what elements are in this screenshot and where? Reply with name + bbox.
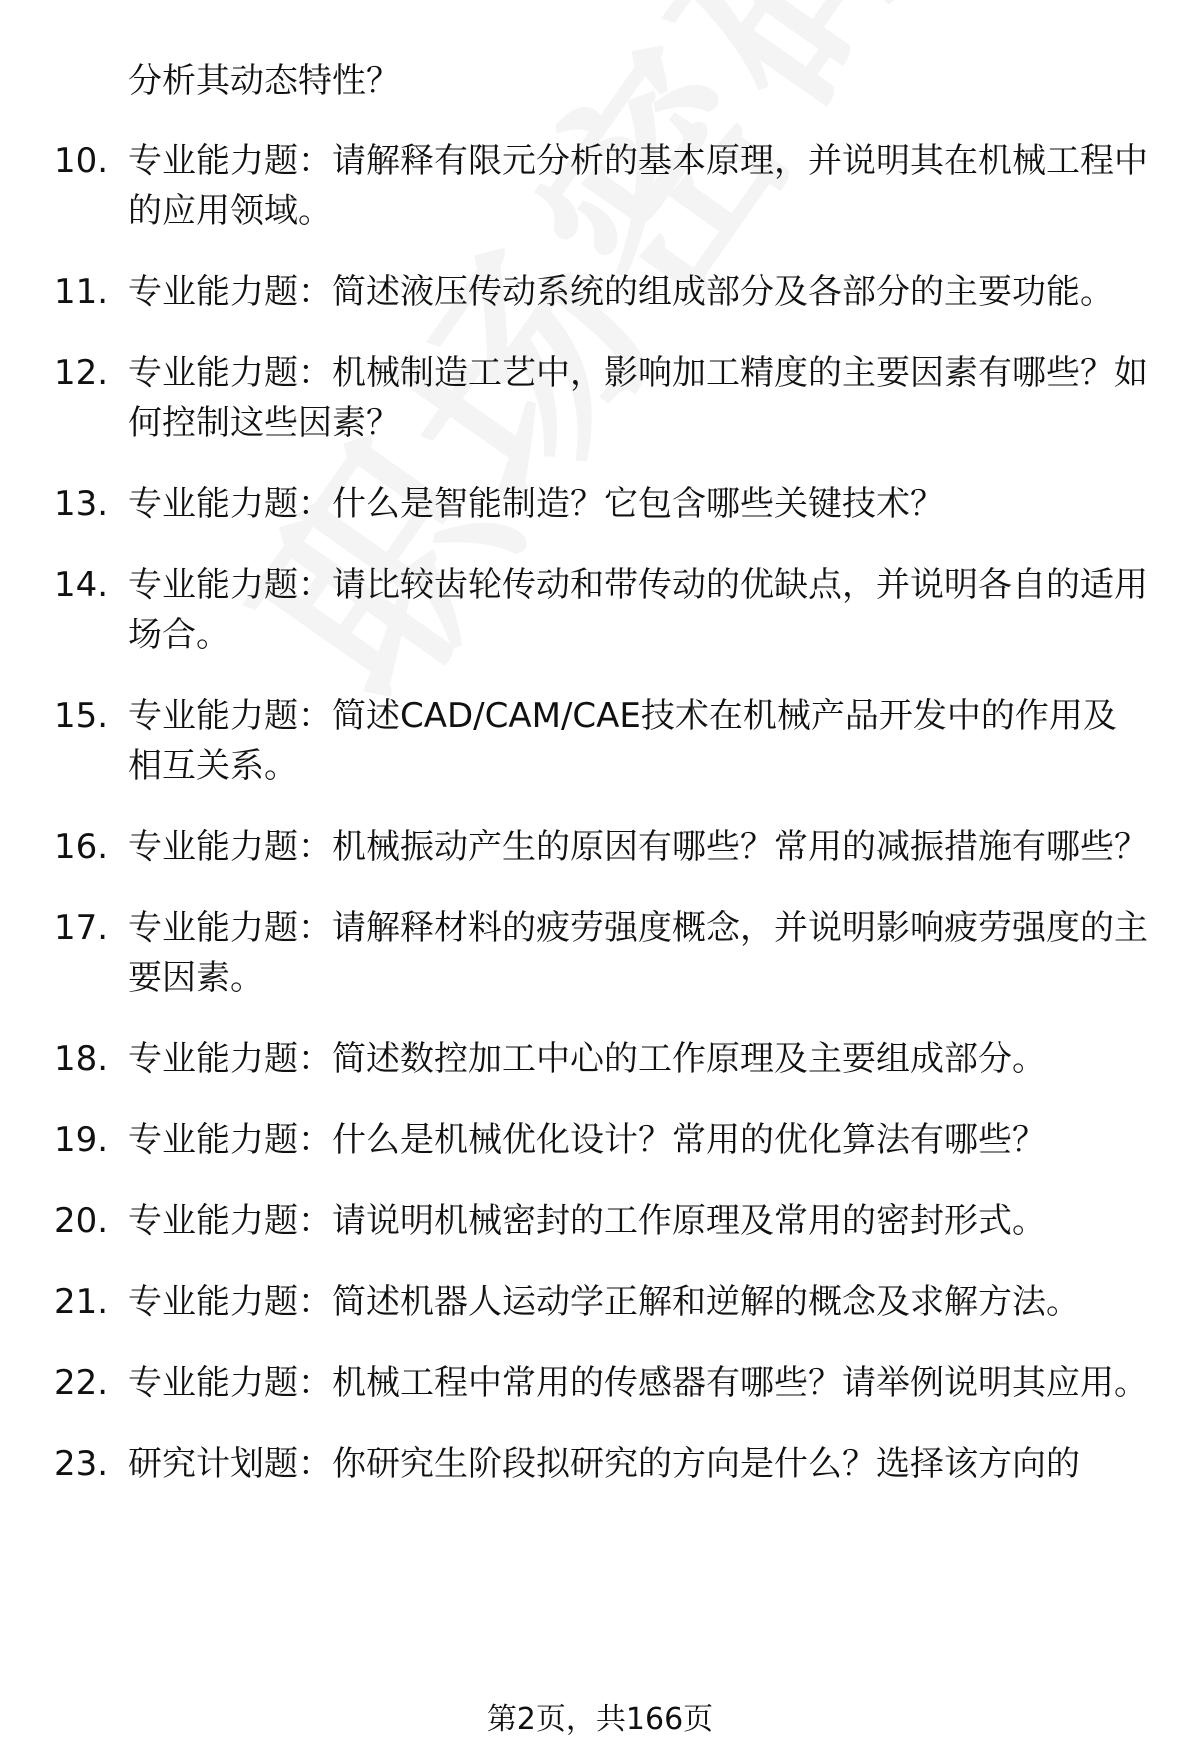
question-text: 专业能力题：机械振动产生的原因有哪些？常用的减振措施有哪些？ <box>128 827 1148 867</box>
question-text: 专业能力题：简述机器人运动学正解和逆解的概念及求解方法。 <box>128 1282 1080 1322</box>
continued-question-text: 分析其动态特性？ <box>128 61 400 101</box>
question-list <box>0 56 1200 1520</box>
question-number: 19. <box>54 1120 109 1160</box>
question-text: 专业能力题：简述CAD/CAM/CAE技术在机械产品开发中的作用及相互关系。 <box>128 696 1117 786</box>
question-number: 16. <box>54 827 109 867</box>
question-item <box>0 136 1200 236</box>
question-number: 15. <box>54 696 109 736</box>
question-number: 18. <box>54 1039 109 1079</box>
question-text: 专业能力题：请说明机械密封的工作原理及常用的密封形式。 <box>128 1201 1046 1241</box>
question-number: 11. <box>54 272 109 312</box>
question-number: 10. <box>54 141 109 181</box>
question-text: 专业能力题：机械工程中常用的传感器有哪些？请举例说明其应用。 <box>128 1363 1148 1403</box>
question-item <box>0 822 1200 872</box>
question-text: 专业能力题：机械制造工艺中，影响加工精度的主要因素有哪些？如何控制这些因素？ <box>128 353 1148 443</box>
question-item <box>0 1196 1200 1246</box>
question-text: 专业能力题：什么是智能制造？它包含哪些关键技术？ <box>128 484 944 524</box>
question-item <box>0 1115 1200 1165</box>
question-text: 专业能力题：什么是机械优化设计？常用的优化算法有哪些？ <box>128 1120 1046 1160</box>
question-item <box>0 1277 1200 1327</box>
question-text: 专业能力题：请解释材料的疲劳强度概念，并说明影响疲劳强度的主要因素。 <box>128 908 1148 998</box>
question-item <box>0 691 1200 791</box>
question-item <box>0 1034 1200 1084</box>
question-item <box>0 560 1200 660</box>
question-number: 22. <box>54 1363 109 1403</box>
question-text: 专业能力题：请解释有限元分析的基本原理，并说明其在机械工程中的应用领域。 <box>128 141 1148 231</box>
question-text: 专业能力题：请比较齿轮传动和带传动的优缺点，并说明各自的适用场合。 <box>128 565 1148 655</box>
question-number: 12. <box>54 353 109 393</box>
question-number: 13. <box>54 484 109 524</box>
question-item <box>0 267 1200 317</box>
question-item <box>0 903 1200 1003</box>
question-number: 17. <box>54 908 109 948</box>
question-text: 专业能力题：简述数控加工中心的工作原理及主要组成部分。 <box>128 1039 1046 1079</box>
question-text: 研究计划题：你研究生阶段拟研究的方向是什么？选择该方向的 <box>128 1444 1080 1484</box>
question-number: 21. <box>54 1282 109 1322</box>
question-number: 14. <box>54 565 109 605</box>
question-item <box>0 1439 1200 1489</box>
page-footer: 第2页，共166页 <box>486 1702 714 1737</box>
question-item <box>0 1358 1200 1408</box>
question-number: 20. <box>54 1201 109 1241</box>
question-text: 专业能力题：简述液压传动系统的组成部分及各部分的主要功能。 <box>128 272 1114 312</box>
question-item <box>0 348 1200 448</box>
question-item <box>0 479 1200 529</box>
question-number: 23. <box>54 1444 109 1484</box>
